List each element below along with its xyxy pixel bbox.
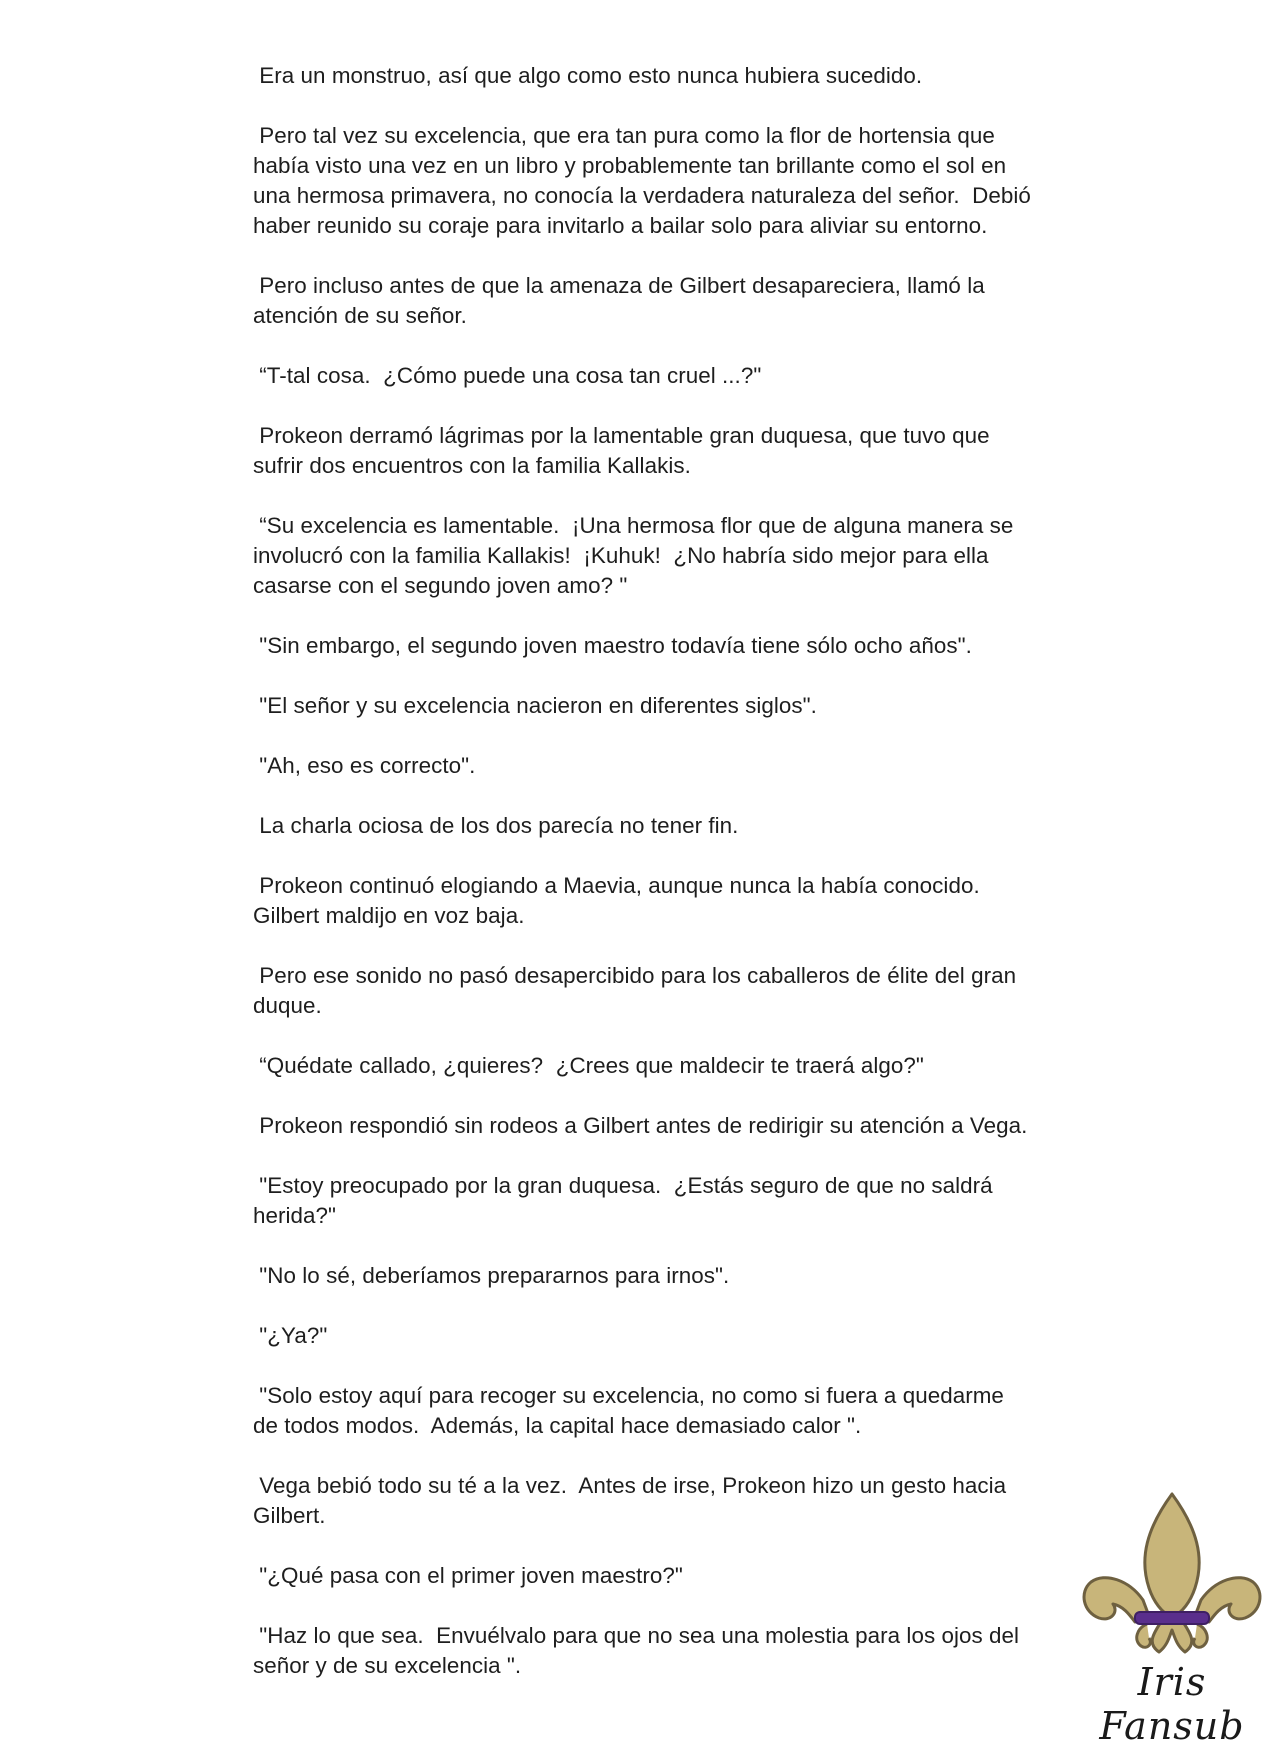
paragraph-13: “Quédate callado, ¿quieres? ¿Crees que maldecir te traerá algo?" <box>253 1053 924 1078</box>
paragraph-17: "¿Ya?" <box>253 1323 328 1348</box>
paragraph-7: "Sin embargo, el segundo joven maestro todavía tiene sólo ocho años". <box>253 633 972 658</box>
paragraph-4: “T-tal cosa. ¿Cómo puede una cosa tan cruel ...?" <box>253 363 762 388</box>
fleur-de-lis-icon <box>1077 1488 1267 1668</box>
paragraph-8: "El señor y su excelencia nacieron en diferentes siglos". <box>253 693 817 718</box>
paragraph-5: Prokeon derramó lágrimas por la lamentable gran duquesa, que tuvo que sufrir dos encuentros con la familia Kallakis. <box>253 423 990 478</box>
paragraph-1: Era un monstruo, así que algo como esto nunca hubiera sucedido. <box>253 63 923 88</box>
paragraph-15: "Estoy preocupado por la gran duquesa. ¿Estás seguro de que no saldrá herida?" <box>253 1173 993 1228</box>
paragraph-21: "Haz lo que sea. Envuélvalo para que no sea una molestia para los ojos del señor y de su excelencia ". <box>253 1623 1020 1678</box>
paragraph-12: Pero ese sonido no pasó desapercibido para los caballeros de élite del gran duque. <box>253 963 1017 1018</box>
document-body <box>253 61 1053 1711</box>
paragraph-18: "Solo estoy aquí para recoger su excelencia, no como si fuera a quedarme de todos modos. Además, la capital hace demasiado calor ". <box>253 1383 1004 1438</box>
paragraph-9: "Ah, eso es correcto". <box>253 753 476 778</box>
paragraph-11: Prokeon continuó elogiando a Maevia, aunque nunca la había conocido. Gilbert maldijo en voz baja. <box>253 873 980 928</box>
iris-fansub-watermark <box>1072 1488 1272 1748</box>
paragraph-19: Vega bebió todo su té a la vez. Antes de irse, Prokeon hizo un gesto hacia Gilbert. <box>253 1473 1007 1528</box>
paragraph-2: Pero tal vez su excelencia, que era tan pura como la flor de hortensia que había visto una vez en un libro y probablemente tan brillante como el sol en una hermosa primavera, no conocía la verdadera naturaleza del señor. Debió haber reunido su coraje para invitarlo a bailar solo para aliviar su entorno. <box>253 123 1031 238</box>
paragraph-20: "¿Qué pasa con el primer joven maestro?" <box>253 1563 683 1588</box>
paragraph-3: Pero incluso antes de que la amenaza de Gilbert desapareciera, llamó la atención de su señor. <box>253 273 985 328</box>
paragraph-16: "No lo sé, deberíamos prepararnos para irnos". <box>253 1263 730 1288</box>
watermark-text: Iris Fansub <box>1099 1660 1245 1748</box>
paragraph-14: Prokeon respondió sin rodeos a Gilbert antes de redirigir su atención a Vega. <box>253 1113 1028 1138</box>
paragraph-6: “Su excelencia es lamentable. ¡Una hermosa flor que de alguna manera se involucró con la familia Kallakis! ¡Kuhuk! ¿No habría sido mejor para ella casarse con el segundo joven amo? " <box>253 513 1014 598</box>
paragraph-10: La charla ociosa de los dos parecía no tener fin. <box>253 813 739 838</box>
